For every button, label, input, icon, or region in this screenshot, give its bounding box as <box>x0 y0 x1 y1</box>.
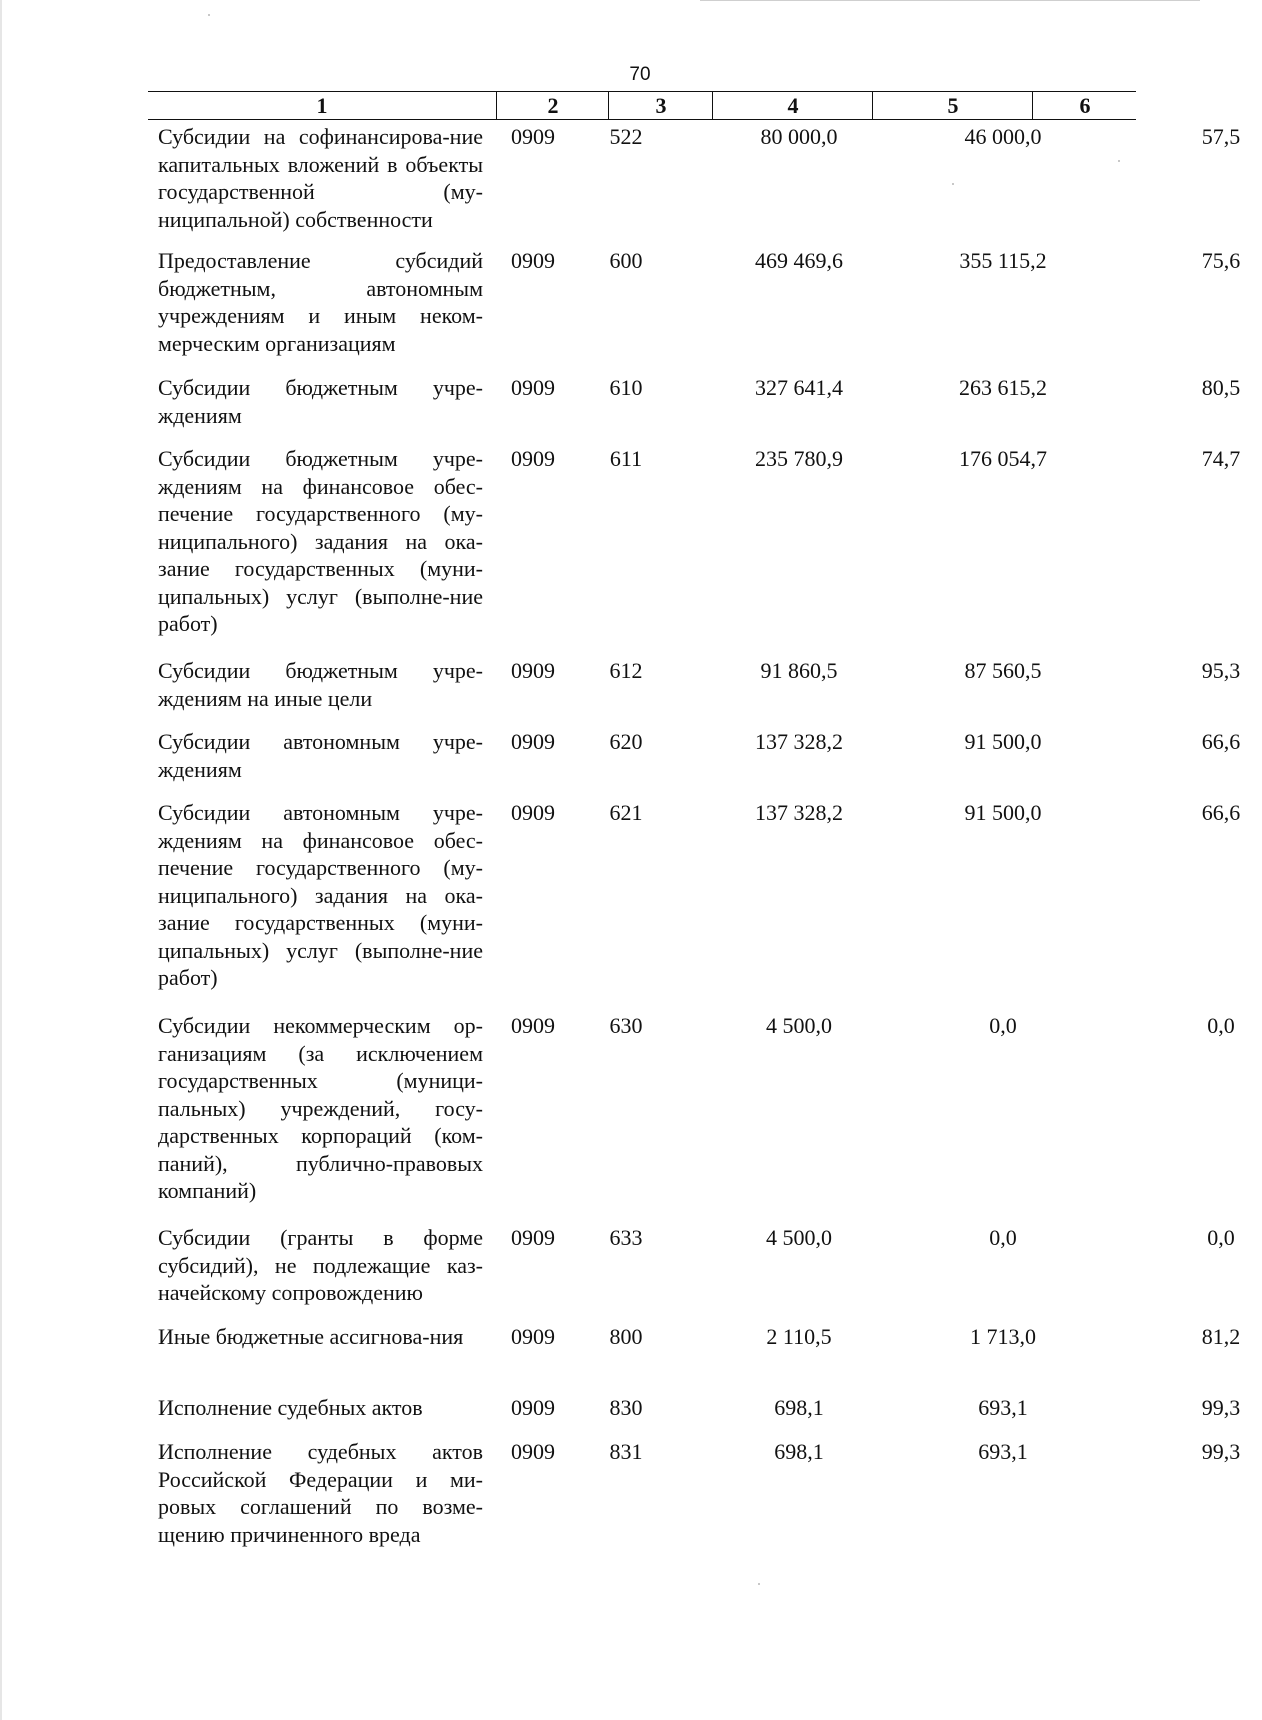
row-name: Субсидии на софинансирова-ние капитальных вложений в объекты государственной (му-ниципальной) собственности <box>158 124 483 232</box>
row-expense-code: 600 <box>609 248 643 273</box>
row-expense-code: 620 <box>609 729 643 754</box>
row-value-col5: 0,0 <box>989 1225 1017 1250</box>
row-percent: 80,5 <box>1201 375 1241 400</box>
row-expense-code: 633 <box>609 1225 643 1250</box>
table-header <box>148 91 1136 120</box>
row-percent: 99,3 <box>1201 1439 1241 1464</box>
row-value-col5: 46 000,0 <box>964 124 1042 149</box>
row-value-col4: 91 860,5 <box>760 658 838 683</box>
row-section-code: 0909 <box>511 1013 555 1038</box>
row-expense-code: 610 <box>609 375 643 400</box>
row-value-col5: 0,0 <box>989 1013 1017 1038</box>
row-value-col4: 80 000,0 <box>760 124 838 149</box>
row-section-code: 0909 <box>511 800 555 825</box>
scan-mark <box>208 14 210 16</box>
scan-mark <box>758 1583 760 1585</box>
row-value-col4: 4 500,0 <box>766 1013 832 1038</box>
row-percent: 81,2 <box>1201 1324 1241 1349</box>
row-value-col4: 137 328,2 <box>755 800 843 825</box>
row-percent: 99,3 <box>1201 1395 1241 1420</box>
row-value-col4: 235 780,9 <box>755 446 843 471</box>
row-expense-code: 611 <box>609 446 643 471</box>
row-value-col4: 137 328,2 <box>755 729 843 754</box>
row-percent: 75,6 <box>1201 248 1241 273</box>
row-percent: 66,6 <box>1201 729 1241 754</box>
row-name: Иные бюджетные ассигнова-ния <box>158 1324 464 1349</box>
row-section-code: 0909 <box>511 124 555 149</box>
row-value-col4: 2 110,5 <box>766 1324 832 1349</box>
column-header-3: 3 <box>608 92 713 119</box>
row-value-col5: 91 500,0 <box>964 800 1042 825</box>
row-percent: 0,0 <box>1207 1225 1235 1250</box>
row-section-code: 0909 <box>511 446 555 471</box>
row-expense-code: 831 <box>609 1439 643 1464</box>
row-value-col5: 355 115,2 <box>959 248 1047 273</box>
row-name: Субсидии автономным учре-ждениям на финансовое обес-печение государственного (му-ниципального) задания на ока-зание государственных (муни-ципальных) услуг (выполне-ние работ) <box>158 800 483 990</box>
row-percent: 57,5 <box>1201 124 1241 149</box>
row-expense-code: 800 <box>609 1324 643 1349</box>
row-value-col5: 87 560,5 <box>964 658 1042 683</box>
row-value-col4: 4 500,0 <box>766 1225 832 1250</box>
row-section-code: 0909 <box>511 248 555 273</box>
row-name: Субсидии (гранты в форме субсидий), не подлежащие каз-начейскому сопровождению <box>158 1225 483 1305</box>
column-header-2: 2 <box>496 92 609 119</box>
row-name: Субсидии бюджетным учре-ждениям на финансовое обес-печение государственного (му-ниципального) задания на ока-зание государственных (муни-ципальных) услуг (выполне-ние работ) <box>158 446 483 636</box>
row-value-col5: 693,1 <box>978 1439 1028 1464</box>
row-name: Субсидии бюджетным учре-ждениям <box>158 375 483 428</box>
row-name: Субсидии автономным учре-ждениям <box>158 729 483 782</box>
scan-left-edge <box>0 0 2 1720</box>
row-section-code: 0909 <box>511 375 555 400</box>
row-name: Исполнение судебных актов <box>158 1395 423 1420</box>
scan-mark <box>1118 160 1120 162</box>
row-value-col4: 698,1 <box>774 1439 824 1464</box>
row-name: Предоставление субсидий бюджетным, автономным учреждениям и иным неком-мерческим организациям <box>158 248 483 356</box>
row-section-code: 0909 <box>511 1439 555 1464</box>
column-header-1: 1 <box>316 93 328 118</box>
row-value-col4: 327 641,4 <box>755 375 843 400</box>
row-value-col5: 263 615,2 <box>959 375 1047 400</box>
page-number: 70 <box>629 64 651 85</box>
column-header-6: 6 <box>1032 92 1137 119</box>
row-percent: 74,7 <box>1201 446 1241 471</box>
row-name: Субсидии некоммерческим ор-ганизациям (за исключением государственных (муници-пальных) учреждений, госу-дарственных корпораций (ком-паний), публично-правовых компаний) <box>158 1013 483 1203</box>
row-expense-code: 522 <box>609 124 643 149</box>
row-name: Исполнение судебных актов Российской Федерации и ми-ровых соглашений по возме-щению причиненного вреда <box>158 1439 483 1547</box>
scan-top-rule <box>700 0 1200 1</box>
row-section-code: 0909 <box>511 1324 555 1349</box>
row-section-code: 0909 <box>511 729 555 754</box>
column-header-5: 5 <box>872 92 1033 119</box>
row-section-code: 0909 <box>511 1395 555 1420</box>
row-expense-code: 630 <box>609 1013 643 1038</box>
row-expense-code: 830 <box>609 1395 643 1420</box>
row-value-col5: 176 054,7 <box>959 446 1047 471</box>
column-header-4: 4 <box>712 92 873 119</box>
row-name: Субсидии бюджетным учре-ждениям на иные цели <box>158 658 483 711</box>
row-section-code: 0909 <box>511 658 555 683</box>
row-expense-code: 612 <box>609 658 643 683</box>
row-value-col5: 693,1 <box>978 1395 1028 1420</box>
row-value-col5: 1 713,0 <box>970 1324 1036 1349</box>
row-section-code: 0909 <box>511 1225 555 1250</box>
scan-mark <box>952 183 954 185</box>
row-value-col4: 698,1 <box>774 1395 824 1420</box>
row-percent: 66,6 <box>1201 800 1241 825</box>
row-percent: 0,0 <box>1207 1013 1235 1038</box>
row-value-col5: 91 500,0 <box>964 729 1042 754</box>
row-expense-code: 621 <box>609 800 643 825</box>
row-value-col4: 469 469,6 <box>755 248 843 273</box>
row-percent: 95,3 <box>1201 658 1241 683</box>
